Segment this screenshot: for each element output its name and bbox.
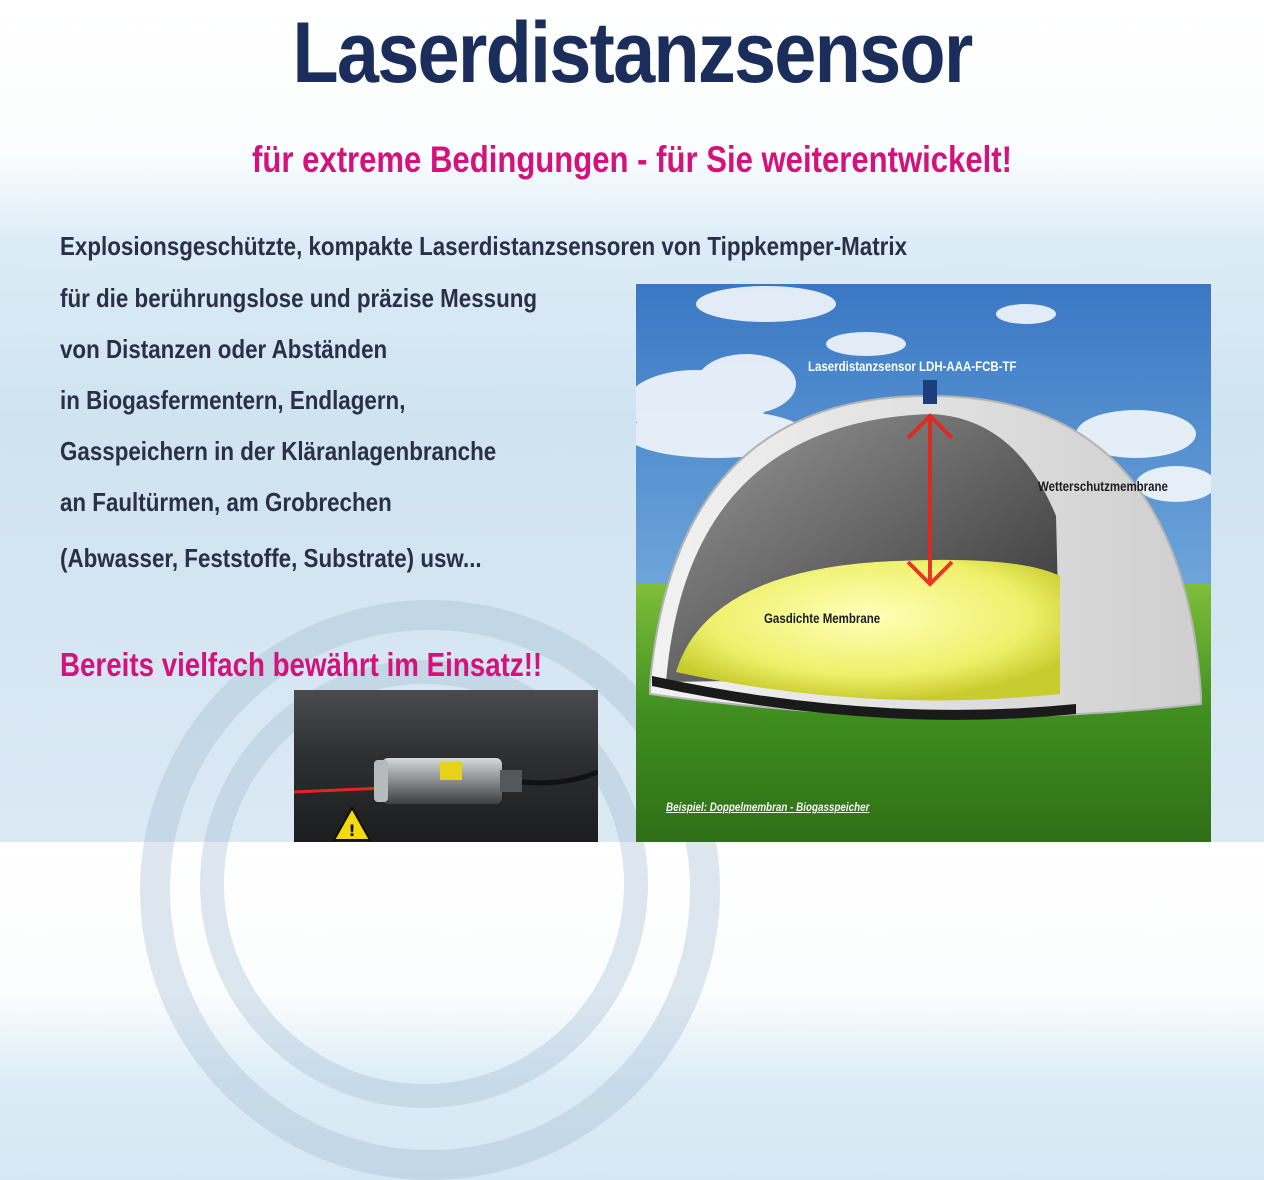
sensor-label: Laserdistanzsensor LDH-AAA-FCB-TF xyxy=(808,358,1017,374)
illustration-caption: Beispiel: Doppelmembran - Biogasspeicher xyxy=(666,800,870,814)
warning-triangle-icon xyxy=(334,808,370,840)
sensor-cable xyxy=(522,772,598,783)
intro-line: (Abwasser, Feststoffe, Substrate) usw... xyxy=(60,543,482,573)
intro-line: an Faultürmen, am Grobrechen xyxy=(60,487,392,517)
intro-line: für die berührungslose und präzise Messung xyxy=(60,283,538,313)
sensor-connector xyxy=(500,770,522,792)
laser-label-sticker xyxy=(440,762,462,780)
sensor-photo-graphic xyxy=(294,690,598,842)
intro-line: von Distanzen oder Abständen xyxy=(60,334,388,364)
svg-text:!: ! xyxy=(348,821,356,840)
dome-illustration xyxy=(636,284,1211,842)
laser-beam xyxy=(294,788,384,792)
page-title: Laserdistanzsensor xyxy=(292,5,972,101)
page-subtitle: für extreme Bedingungen - für Sie weiterentwickelt! xyxy=(252,139,1012,180)
sensor-lens-ring xyxy=(374,760,388,802)
intro-line: in Biogasfermentern, Endlagern, xyxy=(60,385,406,415)
intro-line: Gasspeichern in der Kläranlagenbranche xyxy=(60,436,497,466)
tagline: Bereits vielfach bewährt im Einsatz!! xyxy=(60,646,543,683)
intro-line: Explosionsgeschützte, kompakte Laserdistanzsensoren von Tippkemper-Matrix xyxy=(60,231,908,261)
sensor-product-photo xyxy=(294,690,598,842)
laser-sensor xyxy=(923,380,937,404)
inner-membrane-label: Gasdichte Membrane xyxy=(764,610,881,626)
outer-membrane-label: Wetterschutzmembrane xyxy=(1038,478,1168,494)
